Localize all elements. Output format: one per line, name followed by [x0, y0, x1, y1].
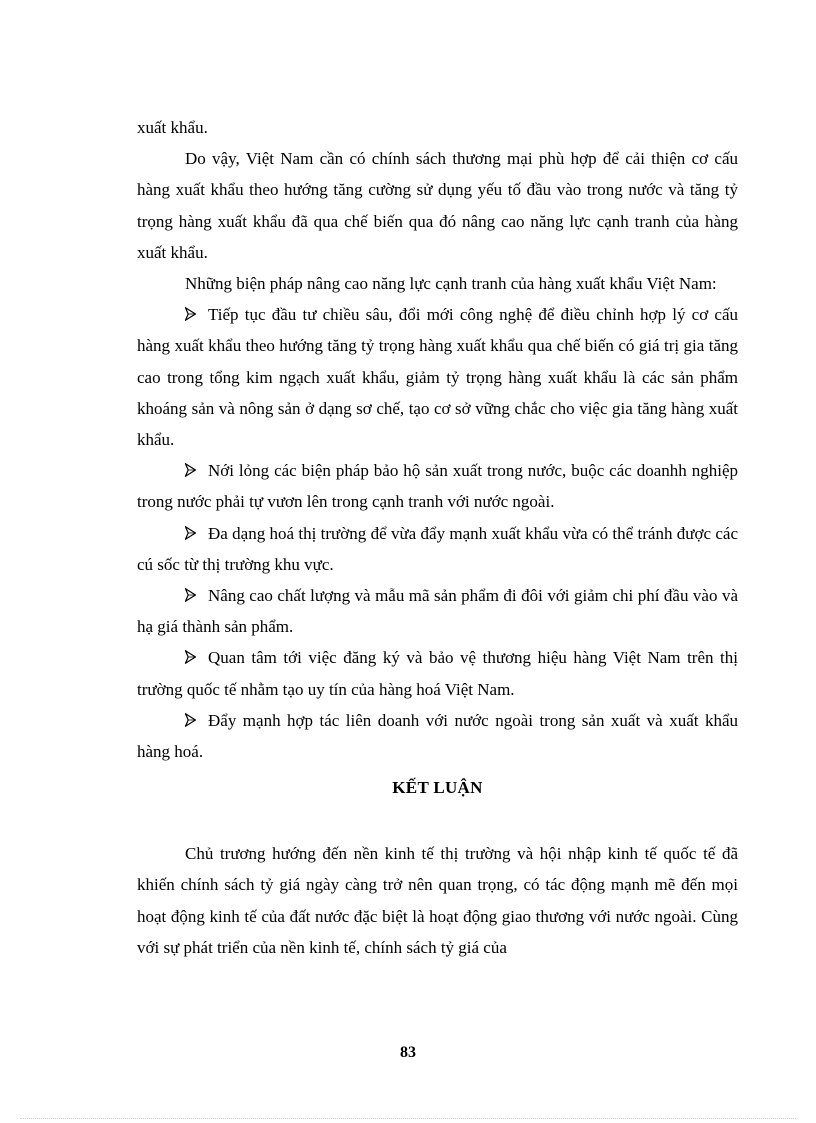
arrowhead-bullet-icon — [185, 307, 196, 321]
arrowhead-bullet-icon — [185, 463, 196, 477]
list-item — [137, 455, 738, 517]
list-item — [137, 580, 738, 642]
list-item — [137, 705, 738, 767]
page-number: 83 — [400, 1044, 416, 1061]
list-item-text: Tiếp tục đầu tư chiều sâu, đổi mới công nghệ để điều chỉnh hợp lý cơ cấu hàng xuất khẩu theo hướng tăng tỷ trọng hàng xuất khẩu qua chế biến có giá trị gia tăng cao trong tổng kim ngạch xuất khẩu, giảm tỷ trọng hàng xuất khẩu là các sản phẩm khoáng sản và nông sản ở dạng sơ chế, tạo cơ sở vững chắc cho việc gia tăng hàng xuất khẩu. — [137, 305, 738, 450]
list-item-text: Quan tâm tới việc đăng ký và bảo vệ thương hiệu hàng Việt Nam trên thị trường quốc tế nhằm tạo uy tín của hàng hoá Việt Nam. — [137, 648, 738, 699]
list-item-text: Nâng cao chất lượng và mẫu mã sản phẩm đi đôi với giảm chi phí đầu vào và hạ giá thành sản phẩm. — [137, 586, 738, 637]
document-page-body — [137, 112, 738, 963]
list-item-text: Đẩy mạnh hợp tác liên doanh với nước ngoài trong sản xuất và xuất khẩu hàng hoá. — [137, 710, 738, 762]
arrowhead-bullet-icon — [185, 650, 196, 664]
list-item-text: Đa dạng hoá thị trường để vừa đẩy mạnh xuất khẩu vừa có thể tránh được các cú sốc từ thị trường khu vực. — [137, 523, 738, 574]
conclusion-heading: KẾT LUẬN — [392, 778, 483, 798]
arrowhead-bullet-icon — [185, 588, 196, 602]
paragraph-measures-intro: Những biện pháp nâng cao năng lực cạnh tranh của hàng xuất khẩu Việt Nam: — [185, 274, 717, 294]
page-bottom-divider — [20, 1118, 796, 1119]
list-item-text: Nới lỏng các biện pháp bảo hộ sản xuất trong nước, buộc các doanhh nghiệp trong nước phải tự vươn lên trong cạnh tranh với nước ngoài. — [137, 461, 738, 512]
list-item — [137, 642, 738, 704]
arrowhead-bullet-icon — [185, 526, 196, 540]
paragraph-conclusion: Chủ trương hướng đến nền kinh tế thị trường và hội nhập kinh tế quốc tế đã khiến chính sách tỷ giá ngày càng trở nên quan trọng, có tác động mạnh mẽ đến mọi hoạt động kinh tế của đất nước đặc biệt là hoạt động giao thương với nước ngoài. Cùng với sự phát triển của nền kinh tế, chính sách tỷ giá của — [137, 844, 738, 957]
paragraph-continuation: xuất khẩu. — [137, 118, 208, 137]
paragraph-trade-policy: Do vậy, Việt Nam cần có chính sách thương mại phù hợp để cải thiện cơ cấu hàng xuất khẩu theo hướng tăng cường sử dụng yếu tố đầu vào trong nước và tăng tỷ trọng hàng xuất khẩu đã qua chế biến qua đó nâng cao năng lực cạnh tranh của hàng xuất khẩu. — [137, 149, 738, 262]
list-item — [137, 518, 738, 580]
arrowhead-bullet-icon — [185, 713, 196, 727]
list-item — [137, 299, 738, 455]
